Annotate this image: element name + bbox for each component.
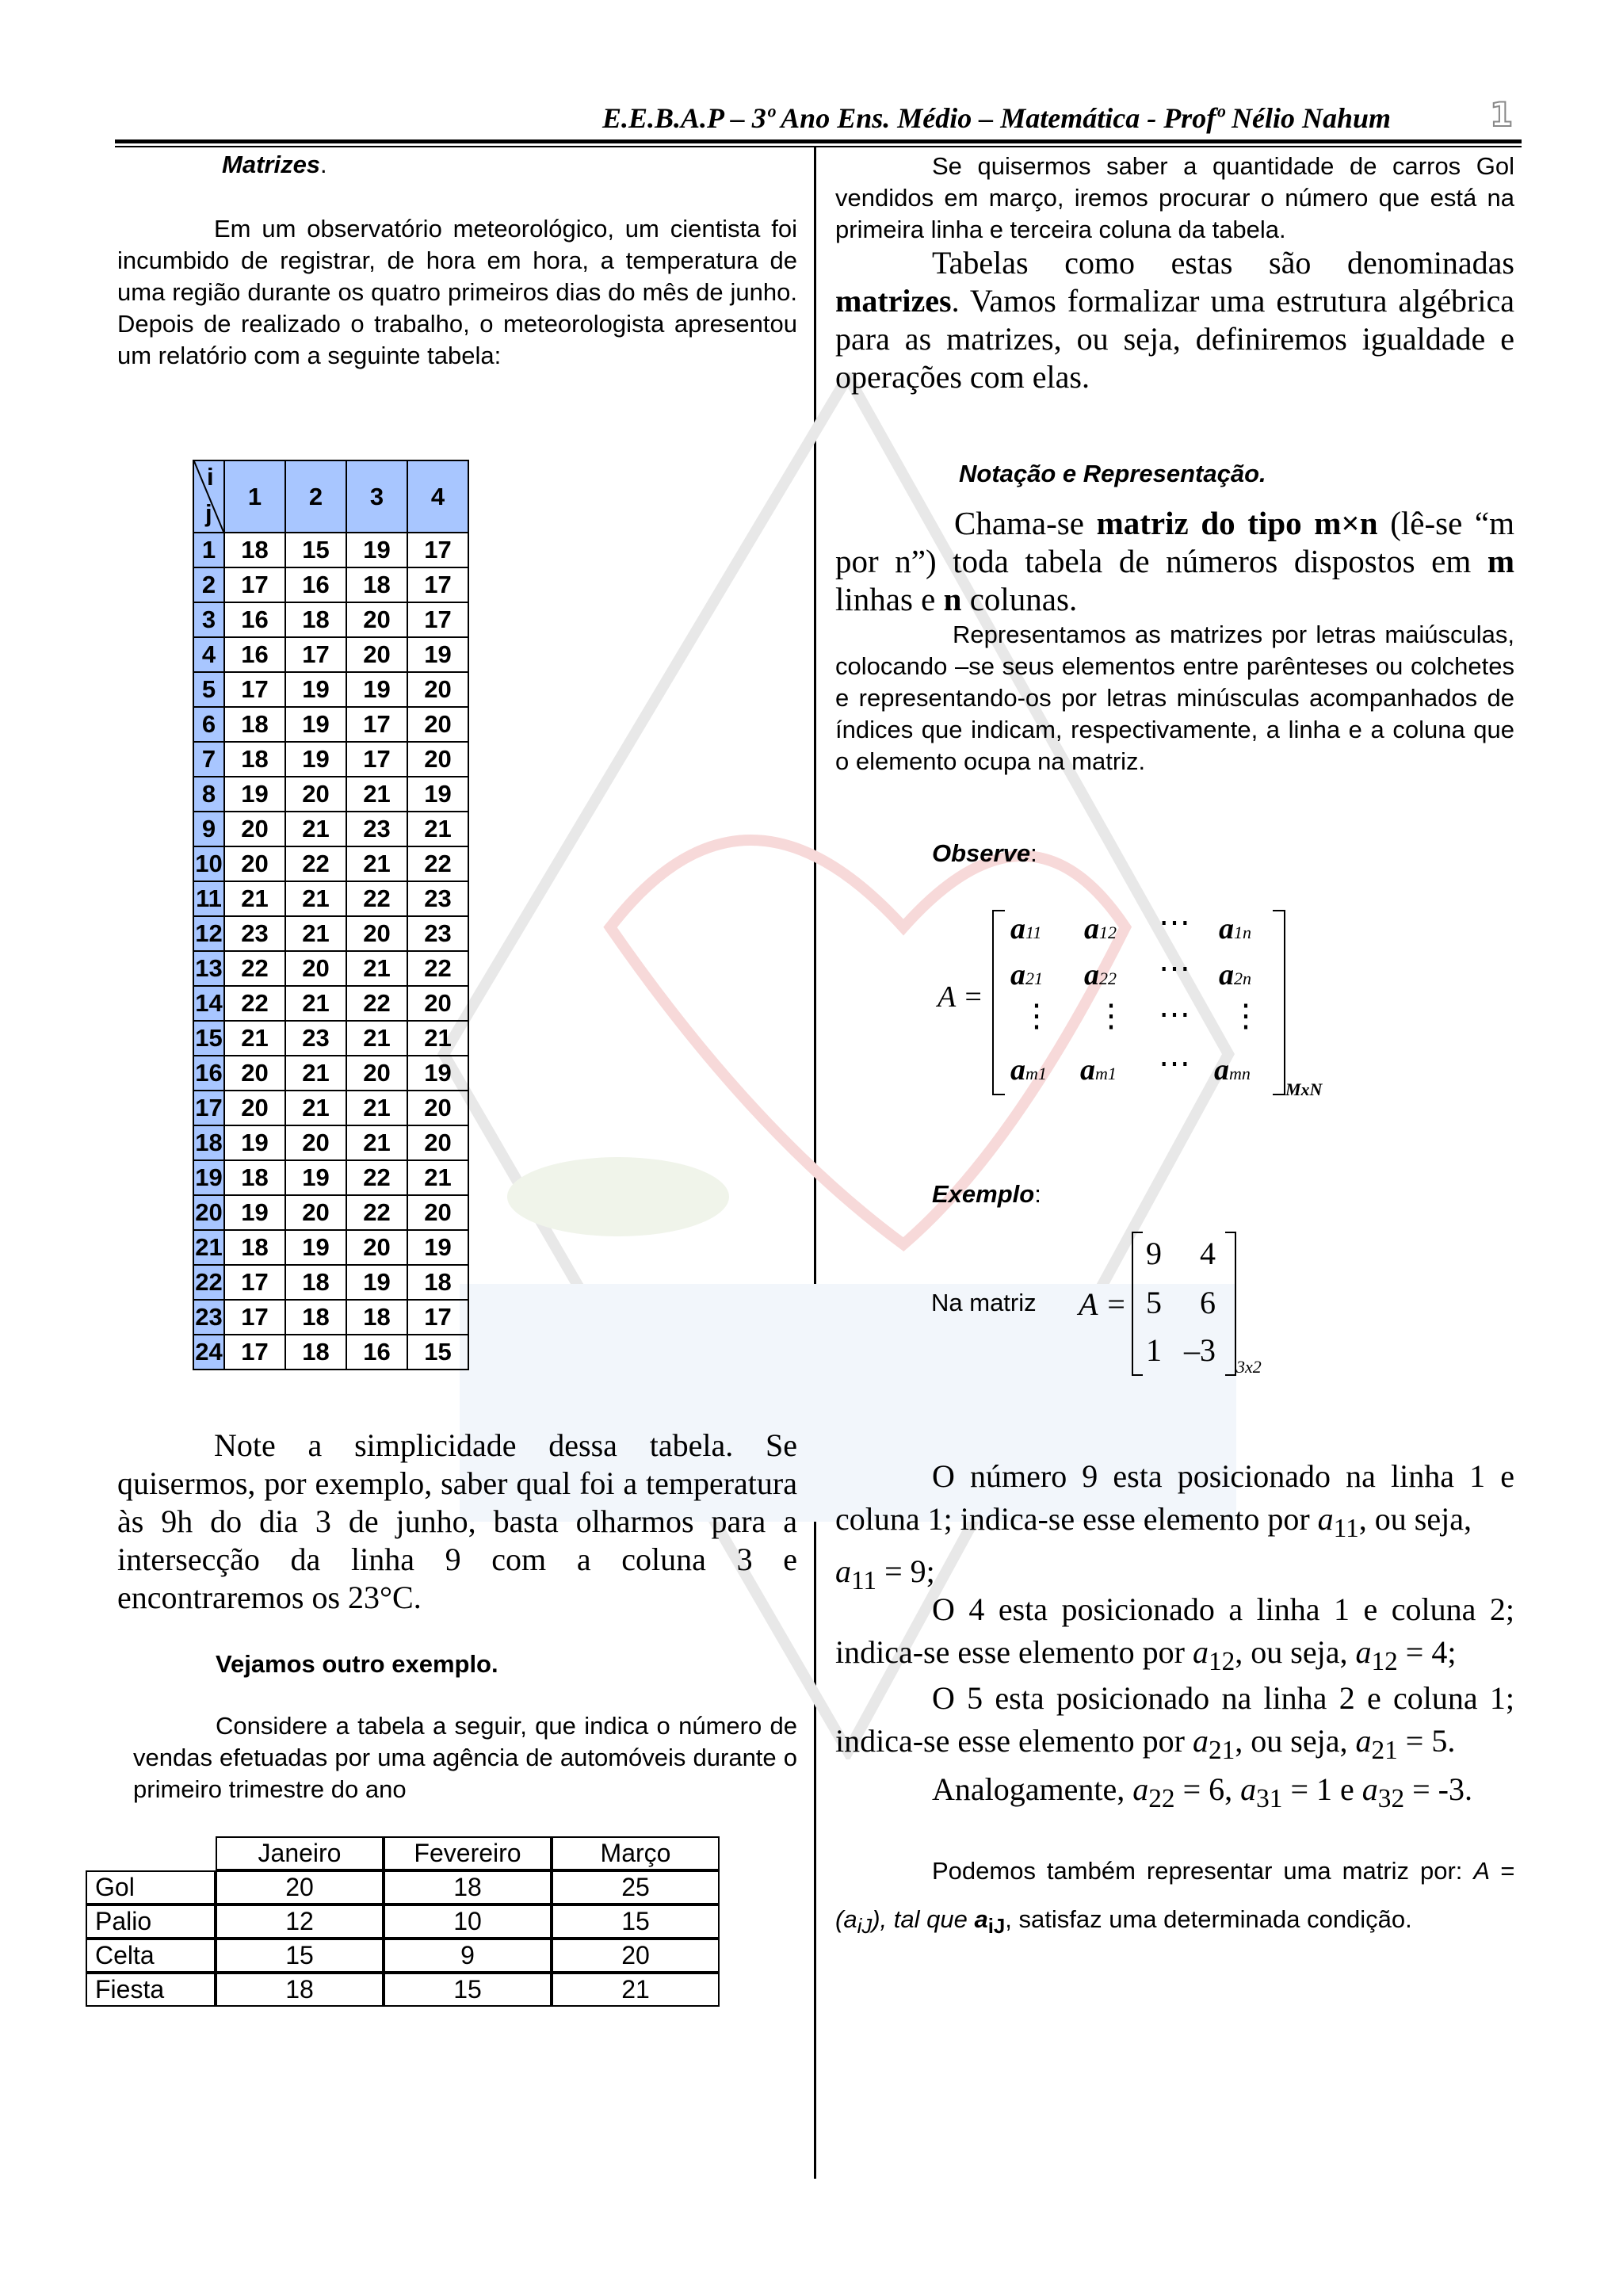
another-example-heading: Vejamos outro exemplo. bbox=[216, 1650, 498, 1678]
table-cell: 20 bbox=[285, 777, 346, 812]
table-cell: 18 bbox=[285, 1265, 346, 1300]
generic-matrix: A = a11 a12 ⋯ a1n a21 a22 ⋯ a2n ⋮ ⋮ ⋯ ⋮ am1 am1 ⋯ amn MxN bbox=[938, 904, 1323, 1099]
table-cell: 20 bbox=[285, 951, 346, 986]
na-matriz-label: Na matriz bbox=[931, 1289, 1037, 1316]
table-row bbox=[193, 1195, 468, 1230]
table-row bbox=[193, 916, 468, 951]
row-header: Celta bbox=[86, 1939, 216, 1973]
row-header: 24 bbox=[193, 1335, 224, 1370]
table-cell: 17 bbox=[224, 1335, 285, 1370]
observe-label: Observe: bbox=[932, 839, 1037, 867]
table-cell: 19 bbox=[285, 1230, 346, 1265]
table-cell: 15 bbox=[384, 1973, 552, 2007]
notation-heading: Notação e Representação. bbox=[959, 460, 1266, 487]
table-cell: 19 bbox=[285, 1160, 346, 1195]
example-matrix: A = 9 4 5 6 1 –3 3x2 bbox=[1076, 1227, 1298, 1385]
table-cell: 20 bbox=[346, 1056, 407, 1091]
table-cell: 19 bbox=[346, 1265, 407, 1300]
row-header: 12 bbox=[193, 916, 224, 951]
table-cell: 19 bbox=[346, 672, 407, 707]
table-cell: 19 bbox=[224, 1125, 285, 1160]
table-cell: 17 bbox=[224, 1265, 285, 1300]
table-row bbox=[193, 707, 468, 742]
table-row bbox=[193, 951, 468, 986]
table-cell: 20 bbox=[346, 916, 407, 951]
table-row bbox=[86, 1904, 720, 1939]
table-cell: 19 bbox=[285, 742, 346, 777]
table-cell: 20 bbox=[552, 1939, 720, 1973]
table-cell: 17 bbox=[224, 1300, 285, 1335]
row-header: 20 bbox=[193, 1195, 224, 1230]
row-header: Gol bbox=[86, 1870, 216, 1904]
table-cell: 17 bbox=[407, 602, 468, 637]
table-cell: 21 bbox=[346, 1021, 407, 1056]
table-cell: 16 bbox=[285, 567, 346, 602]
row-header: 8 bbox=[193, 777, 224, 812]
table-cell: 18 bbox=[224, 533, 285, 567]
table-row bbox=[193, 602, 468, 637]
element-9-paragraph: O número 9 esta posicionado na linha 1 e coluna 1; indica-se esse elemento por $a_{11}$, ou seja, $a_{11} = 9$; bbox=[835, 1458, 1514, 1595]
row-header: 11 bbox=[193, 881, 224, 916]
table-cell: 23 bbox=[346, 812, 407, 846]
table-cell: 20 bbox=[407, 1091, 468, 1125]
table-row bbox=[193, 1021, 468, 1056]
table-cell: 21 bbox=[552, 1973, 720, 2007]
table-cell: 20 bbox=[407, 986, 468, 1021]
table-cell: 19 bbox=[407, 1056, 468, 1091]
row-header: 23 bbox=[193, 1300, 224, 1335]
table-row bbox=[193, 1300, 468, 1335]
table-row bbox=[193, 742, 468, 777]
row-header: 16 bbox=[193, 1056, 224, 1091]
table-row bbox=[193, 881, 468, 916]
header-rule-thin bbox=[115, 146, 1522, 147]
row-header: 3 bbox=[193, 602, 224, 637]
table-cell: 21 bbox=[407, 1160, 468, 1195]
table-cell: 22 bbox=[346, 1195, 407, 1230]
example-label: Exemplo: bbox=[932, 1180, 1041, 1208]
table-cell: 19 bbox=[224, 777, 285, 812]
table-cell: 19 bbox=[224, 1195, 285, 1230]
row-header: 17 bbox=[193, 1091, 224, 1125]
table-cell: 20 bbox=[407, 1125, 468, 1160]
table-cell: 20 bbox=[224, 846, 285, 881]
column-header: 2 bbox=[285, 460, 346, 533]
table-cell: 25 bbox=[552, 1870, 720, 1904]
table-cell: 23 bbox=[285, 1021, 346, 1056]
table-cell: 21 bbox=[224, 1021, 285, 1056]
table-row bbox=[193, 777, 468, 812]
table-cell: 16 bbox=[224, 637, 285, 672]
row-header: 18 bbox=[193, 1125, 224, 1160]
section-heading: Matrizes. bbox=[222, 151, 327, 178]
consider-paragraph: Considere a tabela a seguir, que indica o número de vendas efetuadas por uma agência de automóveis durante o primeiro trimestre do ano bbox=[133, 1712, 797, 1803]
table-cell: 17 bbox=[224, 672, 285, 707]
table-cell: 16 bbox=[346, 1335, 407, 1370]
also-represent-paragraph: Podemos também representar uma matriz por: $A = (a_{iJ})$, tal que $a_{iJ}$, satisfaz uma determinada condição. bbox=[835, 1857, 1514, 1939]
header-rule bbox=[115, 139, 1522, 143]
table-row bbox=[193, 637, 468, 672]
represent-paragraph: Representamos as matrizes por letras maiúsculas, colocando –se seus elementos entre parênteses ou colchetes e representando-os por letras minúsculas acompanhados de índices que indicam, respectivamente, a linha e a coluna que o elemento ocupa na matriz. bbox=[835, 621, 1514, 775]
table-row bbox=[193, 1160, 468, 1195]
table-cell: 21 bbox=[407, 1021, 468, 1056]
table-cell: 20 bbox=[285, 1125, 346, 1160]
table-cell: 20 bbox=[224, 812, 285, 846]
row-header: Palio bbox=[86, 1904, 216, 1939]
row-header: 2 bbox=[193, 567, 224, 602]
table-cell: 20 bbox=[224, 1091, 285, 1125]
table-cell: 21 bbox=[224, 881, 285, 916]
table-cell: 22 bbox=[407, 846, 468, 881]
table-cell: 20 bbox=[407, 707, 468, 742]
table-row bbox=[193, 672, 468, 707]
row-header: 15 bbox=[193, 1021, 224, 1056]
matrices-definition-paragraph: Tabelas como estas são denominadas matrizes. Vamos formalizar uma estrutura algébrica para as matrizes, ou seja, definiremos igualdade e operações com elas. bbox=[835, 245, 1514, 395]
table-cell: 22 bbox=[346, 1160, 407, 1195]
table-row bbox=[193, 1230, 468, 1265]
row-header: 7 bbox=[193, 742, 224, 777]
table-row bbox=[193, 1056, 468, 1091]
table-cell: 22 bbox=[285, 846, 346, 881]
row-header: 5 bbox=[193, 672, 224, 707]
row-header: 14 bbox=[193, 986, 224, 1021]
table-corner-ij: i j bbox=[193, 460, 224, 533]
table-cell: 18 bbox=[407, 1265, 468, 1300]
table-cell: 19 bbox=[407, 637, 468, 672]
column-header: Janeiro bbox=[216, 1836, 384, 1870]
matrix-type-definition: Chama-se matriz do tipo m×n (lê-se “m por n”) toda tabela de números dispostos em m linhas e n colunas. bbox=[835, 505, 1514, 617]
table-cell: 17 bbox=[407, 533, 468, 567]
row-header: 13 bbox=[193, 951, 224, 986]
table-cell: 17 bbox=[407, 567, 468, 602]
element-5-paragraph: O 5 esta posicionado na linha 2 e coluna 1; indica-se esse elemento por $a_{21}$, ou seja, $a_{21} = 5$. bbox=[835, 1680, 1514, 1765]
table-row bbox=[193, 1091, 468, 1125]
column-header: Março bbox=[552, 1836, 720, 1870]
table-cell: 19 bbox=[346, 533, 407, 567]
table-cell: 22 bbox=[224, 951, 285, 986]
table-cell: 18 bbox=[224, 707, 285, 742]
table-cell: 23 bbox=[224, 916, 285, 951]
table-cell: 20 bbox=[285, 1195, 346, 1230]
table-cell: 20 bbox=[346, 637, 407, 672]
table-row bbox=[193, 533, 468, 567]
table-cell: 15 bbox=[285, 533, 346, 567]
table-cell: 21 bbox=[346, 1125, 407, 1160]
table-cell: 17 bbox=[224, 567, 285, 602]
table-cell: 21 bbox=[285, 812, 346, 846]
table-cell: 17 bbox=[346, 707, 407, 742]
table-cell: 21 bbox=[285, 986, 346, 1021]
table-row bbox=[193, 1265, 468, 1300]
table-cell: 22 bbox=[346, 881, 407, 916]
table-cell: 10 bbox=[384, 1904, 552, 1939]
row-header: 10 bbox=[193, 846, 224, 881]
table-cell: 20 bbox=[407, 672, 468, 707]
table-cell: 21 bbox=[346, 951, 407, 986]
table-cell: 19 bbox=[285, 707, 346, 742]
table-cell: 21 bbox=[285, 916, 346, 951]
row-header: 21 bbox=[193, 1230, 224, 1265]
table-cell: 12 bbox=[216, 1904, 384, 1939]
table-row bbox=[86, 1939, 720, 1973]
table-cell: 22 bbox=[407, 951, 468, 986]
table-cell: 20 bbox=[216, 1870, 384, 1904]
table-cell: 21 bbox=[407, 812, 468, 846]
table-cell: 19 bbox=[407, 777, 468, 812]
table-cell: 21 bbox=[346, 1091, 407, 1125]
column-header: 1 bbox=[224, 460, 285, 533]
table-cell: 21 bbox=[346, 777, 407, 812]
table-cell: 18 bbox=[346, 567, 407, 602]
table-cell: 22 bbox=[224, 986, 285, 1021]
table-row bbox=[193, 1125, 468, 1160]
table-cell: 20 bbox=[346, 1230, 407, 1265]
header-title: E.E.B.A.P – 3º Ano Ens. Médio – Matemática - Profº Nélio Nahum bbox=[602, 102, 1391, 134]
row-header: 1 bbox=[193, 533, 224, 567]
row-header: 19 bbox=[193, 1160, 224, 1195]
intro-paragraph: Em um observatório meteorológico, um cientista foi incumbido de registrar, de hora em hora, a temperatura de uma região durante os quatro primeiros dias do mês de junho. Depois de realizado o trabalho, o meteorologista apresentou um relatório com a seguinte tabela: bbox=[117, 215, 797, 369]
table-cell: 17 bbox=[407, 1300, 468, 1335]
column-header: 4 bbox=[407, 460, 468, 533]
table-cell: 17 bbox=[285, 637, 346, 672]
table-cell: 18 bbox=[285, 1335, 346, 1370]
table-cell: 22 bbox=[346, 986, 407, 1021]
row-header: 22 bbox=[193, 1265, 224, 1300]
table-cell: 20 bbox=[407, 1195, 468, 1230]
table-cell: 20 bbox=[346, 602, 407, 637]
table-cell: 18 bbox=[224, 742, 285, 777]
table-cell: 21 bbox=[285, 1056, 346, 1091]
table-cell: 9 bbox=[384, 1939, 552, 1973]
table-blank-corner bbox=[86, 1836, 216, 1870]
table-cell: 20 bbox=[224, 1056, 285, 1091]
table-cell: 18 bbox=[285, 1300, 346, 1335]
page-number: 1 bbox=[1490, 95, 1514, 134]
table-cell: 21 bbox=[285, 881, 346, 916]
table-cell: 18 bbox=[346, 1300, 407, 1335]
table-cell: 19 bbox=[285, 672, 346, 707]
table-row bbox=[86, 1973, 720, 2007]
table-cell: 21 bbox=[346, 846, 407, 881]
gol-march-paragraph: Se quisermos saber a quantidade de carros Gol vendidos em março, iremos procurar o número que está na primeira linha e terceira coluna da tabela. bbox=[835, 152, 1514, 243]
table-row bbox=[193, 812, 468, 846]
temperature-table bbox=[193, 460, 469, 1370]
table-cell: 19 bbox=[407, 1230, 468, 1265]
table-cell: 18 bbox=[224, 1160, 285, 1195]
table-cell: 15 bbox=[407, 1335, 468, 1370]
table-cell: 18 bbox=[384, 1870, 552, 1904]
analogously-paragraph: Analogamente, $a_{22} = 6$, $a_{31} = 1$ e $a_{32} = -3$. bbox=[932, 1771, 1472, 1813]
table-cell: 18 bbox=[216, 1973, 384, 2007]
sales-table bbox=[86, 1836, 720, 2007]
row-header: 4 bbox=[193, 637, 224, 672]
table-cell: 23 bbox=[407, 916, 468, 951]
table-cell: 20 bbox=[407, 742, 468, 777]
table-cell: 18 bbox=[285, 602, 346, 637]
column-header: 3 bbox=[346, 460, 407, 533]
table-cell: 21 bbox=[285, 1091, 346, 1125]
row-header: Fiesta bbox=[86, 1973, 216, 2007]
table-cell: 23 bbox=[407, 881, 468, 916]
table-cell: 16 bbox=[224, 602, 285, 637]
table-row bbox=[193, 846, 468, 881]
note-paragraph: Note a simplicidade dessa tabela. Se quisermos, por exemplo, saber qual foi a temperatura às 9h do dia 3 de junho, basta olharmos para a intersecção da linha 9 com a coluna 3 e encontraremos os 23°C. bbox=[117, 1427, 797, 1615]
table-cell: 15 bbox=[216, 1939, 384, 1973]
table-cell: 17 bbox=[346, 742, 407, 777]
table-row bbox=[193, 1335, 468, 1370]
row-header: 9 bbox=[193, 812, 224, 846]
table-row bbox=[193, 567, 468, 602]
column-header: Fevereiro bbox=[384, 1836, 552, 1870]
table-row bbox=[86, 1870, 720, 1904]
table-row bbox=[193, 986, 468, 1021]
table-cell: 15 bbox=[552, 1904, 720, 1939]
element-4-paragraph: O 4 esta posicionado a linha 1 e coluna 2; indica-se esse elemento por $a_{12}$, ou seja, $a_{12} = 4$; bbox=[835, 1591, 1514, 1676]
table-cell: 18 bbox=[224, 1230, 285, 1265]
row-header: 6 bbox=[193, 707, 224, 742]
